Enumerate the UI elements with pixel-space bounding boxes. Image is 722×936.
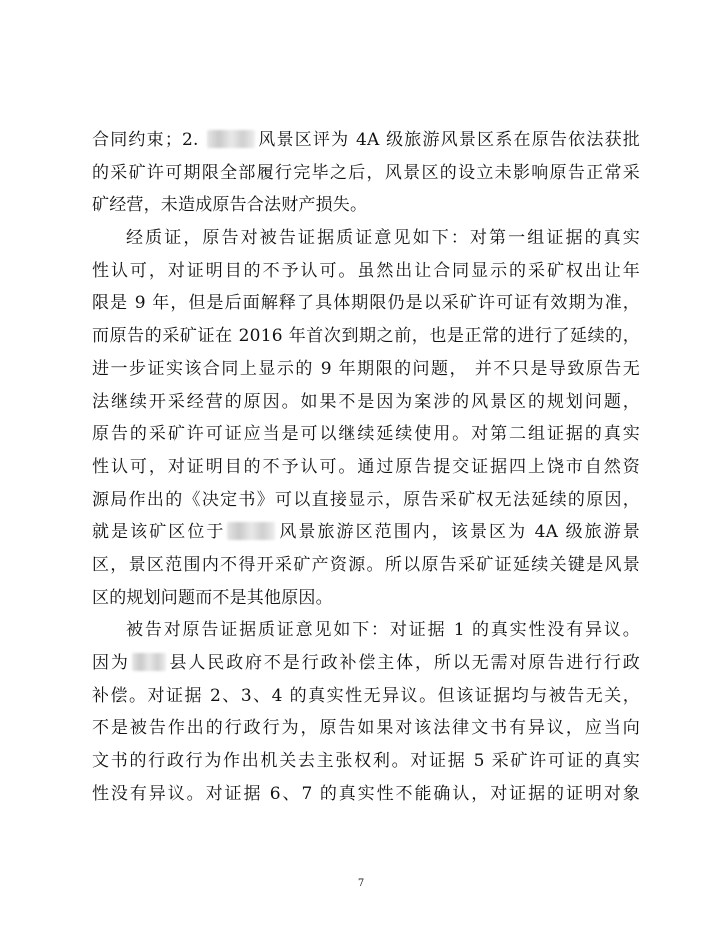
text-line <box>92 451 640 484</box>
text-line <box>92 320 640 353</box>
text-line <box>92 386 640 419</box>
text-segment: 而原告的采矿证在 2016 年首次到期之前，也是正常的进行了延续的， <box>92 326 640 347</box>
text-line <box>92 287 640 320</box>
text-line <box>92 157 640 190</box>
paragraph-start-line <box>92 614 640 647</box>
text-segment: 源局作出的《决定书》可以直接显示，原告采矿权无法延续的原因， <box>92 489 640 510</box>
text-segment: 文书的行政行为作出机关去主张权利。对证据 5 采矿许可证的真实 <box>92 751 640 772</box>
text-line <box>92 189 640 222</box>
text-segment: 风景旅游区范围内，该景区为 4A 级旅游景 <box>277 522 640 543</box>
text-segment: 区，景区范围内不得开采矿产资源。所以原告采矿证延续关键是风景 <box>92 554 640 575</box>
text-segment: 合同约束；2. <box>92 130 206 150</box>
text-line <box>92 745 640 778</box>
text-segment: 县人民政府不是行政补偿主体，所以无需对原告进行行政 <box>167 653 640 673</box>
page-number: 7 <box>357 878 365 889</box>
text-segment: 性没有异议。对证据 6、7 的真实性不能确认，对证据的证明对象 <box>92 783 640 804</box>
text-line <box>92 255 640 288</box>
text-segment: 的采矿许可期限全部履行完毕之后，风景区的设立未影响原告正常采 <box>92 162 640 183</box>
text-line <box>92 712 640 745</box>
text-line <box>92 647 640 680</box>
text-line <box>92 418 640 451</box>
document-body <box>92 124 640 810</box>
text-line <box>92 484 640 517</box>
text-line <box>92 549 640 582</box>
redacted-text <box>207 130 255 148</box>
text-segment: 因为 <box>92 653 130 673</box>
text-segment: 被告对原告证据质证意见如下：对证据 1 的真实性没有异议。 <box>126 620 640 641</box>
text-line <box>92 680 640 713</box>
text-segment: 限是 9 年，但是后面解释了具体期限仍是以采矿许可证有效期为准， <box>92 293 640 314</box>
text-segment: 进一步证实该合同上显示的 9 年期限的问题， 并不只是导致原告无 <box>92 358 640 379</box>
text-segment: 性认可，对证明目的不予认可。通过原告提交证据四上饶市自然资 <box>92 456 640 477</box>
text-line <box>92 124 640 157</box>
text-segment: 区的规划问题而不是其他原因。 <box>92 587 333 608</box>
text-segment: 法继续开采经营的原因。如果不是因为案涉的风景区的规划问题， <box>92 391 640 412</box>
text-segment: 矿经营，未造成原告合法财产损失。 <box>92 195 368 216</box>
text-segment: 不是被告作出的行政行为，原告如果对该法律文书有异议，应当向 <box>92 718 640 739</box>
text-line <box>92 353 640 386</box>
text-line <box>92 516 640 549</box>
text-line <box>92 582 640 615</box>
redacted-text <box>132 653 166 671</box>
text-segment: 补偿。对证据 2、3、4 的真实性无异议。但该证据均与被告无关， <box>92 685 640 706</box>
redacted-text <box>227 522 275 540</box>
text-line <box>92 778 640 811</box>
text-segment: 经质证，原告对被告证据质证意见如下：对第一组证据的真实 <box>126 228 640 249</box>
paragraph-start-line <box>92 222 640 255</box>
text-segment: 就是该矿区位于 <box>92 522 226 543</box>
text-segment: 风景区评为 4A 级旅游风景区系在原告依法获批 <box>257 130 640 150</box>
text-segment: 性认可，对证明目的不予认可。虽然出让合同显示的采矿权出让年 <box>92 260 640 281</box>
text-segment: 原告的采矿许可证应当是可以继续延续使用。对第二组证据的真实 <box>92 424 640 445</box>
